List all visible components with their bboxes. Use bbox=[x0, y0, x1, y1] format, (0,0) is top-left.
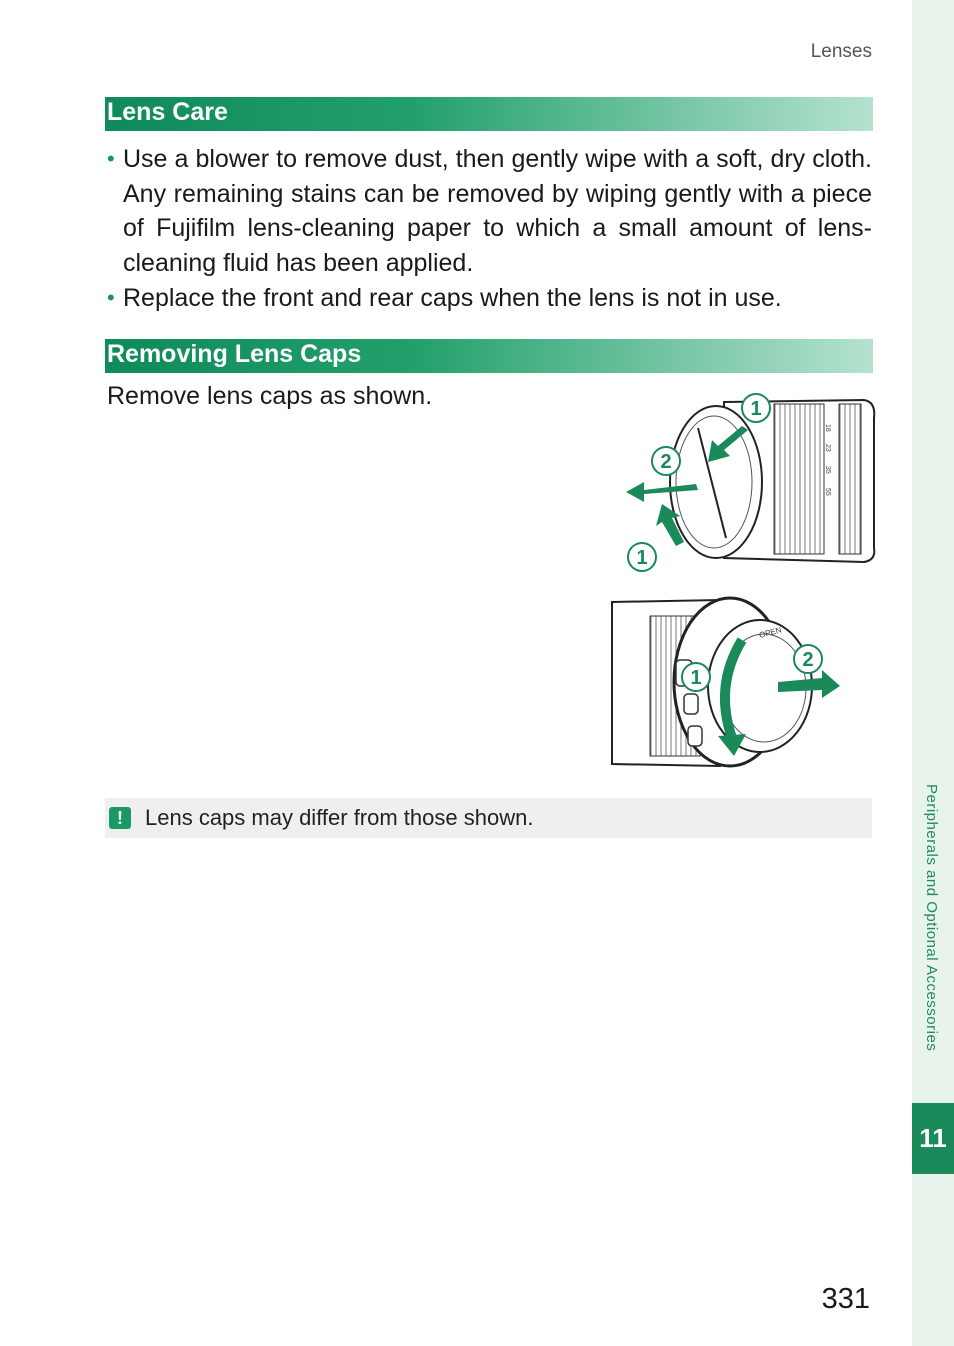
caution-icon: ! bbox=[109, 807, 131, 829]
page-number: 331 bbox=[821, 1283, 870, 1315]
section-heading-lens-care: Lens Care bbox=[105, 97, 873, 131]
note-box bbox=[105, 798, 872, 838]
step-number: 2 bbox=[802, 649, 814, 671]
open-mark: OPEN bbox=[758, 625, 783, 640]
running-head: Lenses bbox=[810, 41, 872, 62]
instruction-text: Remove lens caps as shown. bbox=[107, 382, 433, 410]
note-text: Lens caps may differ from those shown. bbox=[145, 805, 534, 830]
list-item-text: Use a blower to remove dust, then gently wipe with a soft, dry cloth. Any remaining stains can be removed by wiping gently with a piece of Fujifilm lens-cleaning paper to which a small amount of lens-cleaning fluid has been applied. bbox=[123, 145, 872, 277]
section-heading-removing-lens-caps: Removing Lens Caps bbox=[105, 339, 873, 373]
step-number: 1 bbox=[690, 667, 702, 689]
rear-cap-illustration bbox=[610, 596, 850, 774]
bullet-icon: • bbox=[107, 146, 115, 171]
chapter-tab: 11 bbox=[912, 1103, 954, 1174]
list-item bbox=[105, 281, 872, 316]
list-item bbox=[105, 142, 872, 280]
lens-care-list bbox=[105, 142, 872, 317]
list-item-text: Replace the front and rear caps when the lens is not in use. bbox=[123, 284, 782, 312]
focal-mark: 35 bbox=[824, 466, 831, 474]
step-number: 2 bbox=[660, 451, 672, 473]
focal-mark: 55 bbox=[824, 488, 831, 496]
focal-mark: 18 bbox=[824, 424, 831, 432]
bullet-icon: • bbox=[107, 285, 115, 310]
chapter-side-label: Peripherals and Optional Accessories bbox=[923, 784, 940, 1052]
step-number: 1 bbox=[750, 398, 762, 420]
focal-mark: 23 bbox=[824, 444, 831, 452]
front-cap-illustration bbox=[614, 388, 876, 580]
step-number: 1 bbox=[636, 547, 648, 569]
